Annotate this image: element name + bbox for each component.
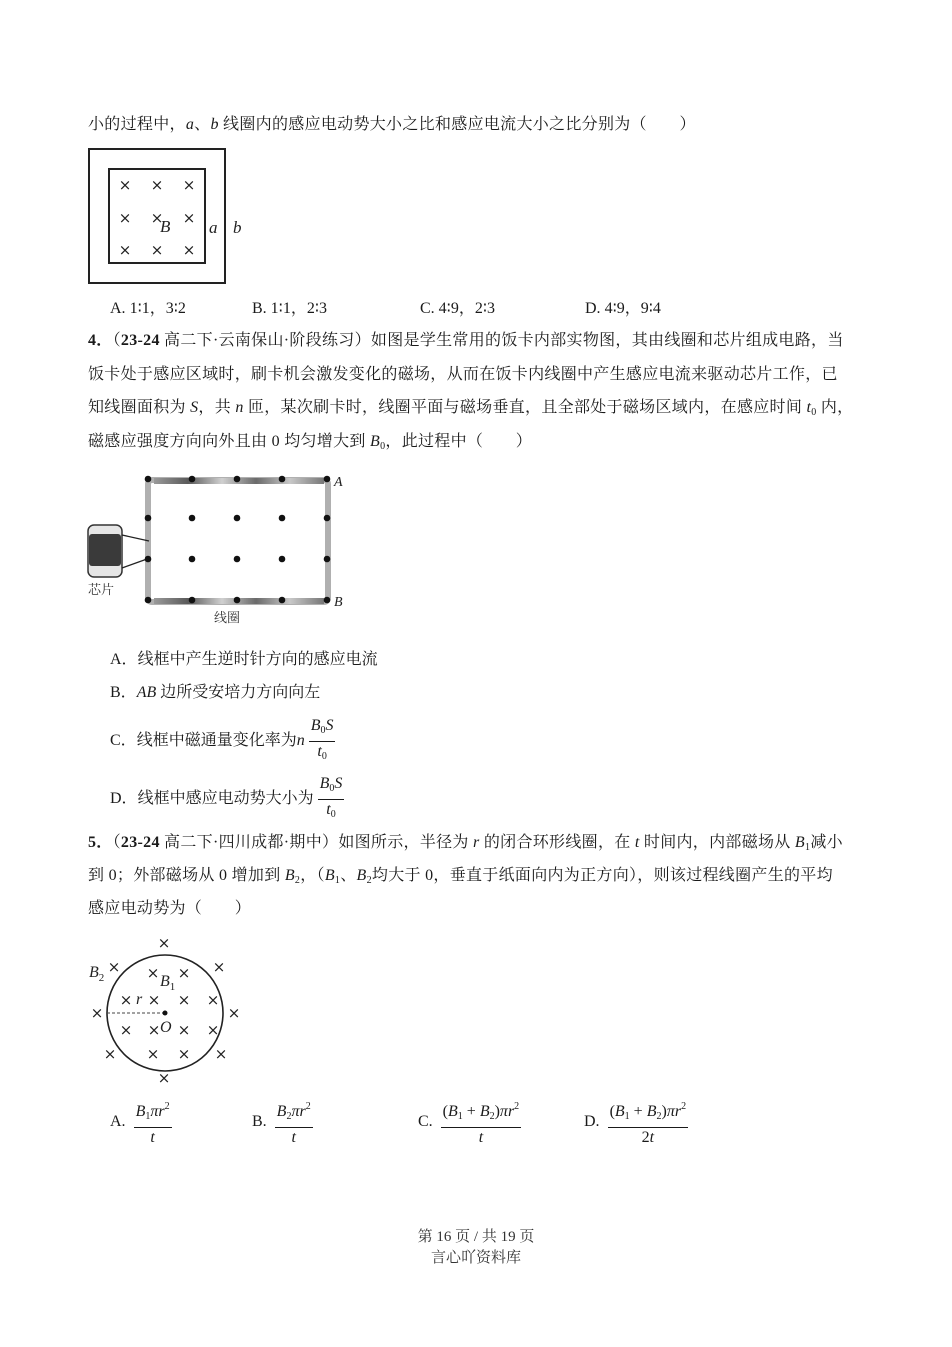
q4-stem-line-3: 知线圈面积为 S，共 n 匝，某次刷卡时，线圈平面与磁场垂直，且全部处于磁场区域内，在感应时间 $t_0$ 内， xyxy=(88,399,854,418)
svg-text:×: × xyxy=(147,1021,161,1039)
svg-text:×: × xyxy=(157,934,171,952)
svg-text:×: × xyxy=(119,1021,133,1039)
radius-label: r xyxy=(136,991,143,1008)
svg-text:×: × xyxy=(107,958,121,976)
q3-figure-nested-coils xyxy=(88,148,258,286)
svg-text:×: × xyxy=(177,991,191,1009)
svg-text:×: × xyxy=(206,991,220,1009)
svg-text:×: × xyxy=(182,209,196,227)
q3-option-d[interactable]: D. 4∶9，9∶4 xyxy=(585,300,661,317)
q4-stem-line-4: 磁感应强度方向向外且由 0 均匀增大到 $B_0$，此过程中（ ） xyxy=(88,433,533,452)
svg-text:×: × xyxy=(177,1045,191,1063)
q5-option-d[interactable]: D. $\frac{(B_1 + B_2)\pi r^2}{2t}$ xyxy=(584,1098,688,1147)
field-label-B2: $B_2$ xyxy=(89,964,105,984)
svg-text:×: × xyxy=(150,176,164,194)
q4-option-b[interactable]: B．AB 边所受安培力方向向左 xyxy=(110,684,321,701)
svg-text:×: × xyxy=(150,209,164,227)
coil-label-b: b xyxy=(233,218,242,237)
formula-fraction: $\frac{(B_1 + B_2)\pi r^2}{t}$ xyxy=(441,1098,522,1147)
svg-text:×: × xyxy=(157,1069,171,1087)
svg-text:×: × xyxy=(118,209,132,227)
svg-text:×: × xyxy=(146,964,160,982)
q4-option-c[interactable]: C．线框中磁通量变化率为n $\frac{B_0S}{t_0}$ xyxy=(110,717,335,766)
center-label: O xyxy=(160,1019,172,1036)
formula-fraction: $\frac{B_0S}{t_0}$ xyxy=(310,717,334,762)
q4-stem-line-2: 饭卡处于感应区域时，刷卡机会激发变化的磁场，从而在饭卡内线圈中产生感应电流来驱动芯片工作，已 xyxy=(88,366,838,383)
formula-fraction: $\frac{B_1\pi r^2}{t}$ xyxy=(134,1098,172,1147)
formula-fraction: $\frac{(B_1 + B_2)\pi r^2}{2t}$ xyxy=(608,1098,689,1147)
svg-text:×: × xyxy=(146,1045,160,1063)
q3-option-a[interactable]: A. 1∶1，3∶2 xyxy=(110,300,186,317)
q4-figure-meal-card-coil xyxy=(84,470,354,630)
q5-option-c[interactable]: C. $\frac{(B_1 + B_2)\pi r^2}{t}$ xyxy=(418,1098,521,1147)
library-name: 言心吖资料库 xyxy=(430,1250,521,1266)
page-number: 第 16 页 / 共 19 页 xyxy=(417,1229,535,1245)
svg-text:×: × xyxy=(118,241,132,259)
q5-stem-line-3: 感应电动势为（ ） xyxy=(88,900,252,917)
svg-text:×: × xyxy=(90,1004,104,1022)
svg-text:×: × xyxy=(177,1021,191,1039)
svg-text:×: × xyxy=(150,241,164,259)
q5-figure-circular-coil xyxy=(84,932,249,1087)
chip-label: 芯片 xyxy=(88,583,115,598)
q5-option-b[interactable]: B. $\frac{B_2\pi r^2}{t}$ xyxy=(252,1098,313,1147)
field-label-B: B xyxy=(160,217,171,236)
coil-label-a: a xyxy=(209,218,218,237)
formula-fraction: $\frac{B_2\pi r^2}{t}$ xyxy=(275,1098,313,1147)
corner-label-A: A xyxy=(334,475,343,490)
svg-text:×: × xyxy=(119,991,133,1009)
q5-option-a[interactable]: A. $\frac{B_1\pi r^2}{t}$ xyxy=(110,1098,172,1147)
q4-option-a[interactable]: A．线框中产生逆时针方向的感应电流 xyxy=(110,651,378,668)
q3-option-b[interactable]: B. 1∶1，2∶3 xyxy=(252,300,328,317)
svg-text:×: × xyxy=(147,991,161,1009)
svg-text:×: × xyxy=(182,176,196,194)
svg-text:×: × xyxy=(212,958,226,976)
svg-text:×: × xyxy=(227,1004,241,1022)
svg-text:×: × xyxy=(118,176,132,194)
svg-text:×: × xyxy=(103,1045,117,1063)
svg-text:×: × xyxy=(214,1045,228,1063)
corner-label-B: B xyxy=(334,595,343,610)
svg-text:×: × xyxy=(182,241,196,259)
svg-text:×: × xyxy=(206,1021,220,1039)
q4-option-d[interactable]: D．线框中感应电动势大小为 $\frac{B_0S}{t_0}$ xyxy=(110,775,344,824)
svg-text:×: × xyxy=(177,964,191,982)
q4-stem-line-1: 4．（23-24 高二下·云南保山·阶段练习）如图是学生常用的饭卡内部实物图，其由线圈和芯片组成电路，当 xyxy=(88,332,844,349)
q5-stem-line-2: 到 0；外部磁场从 0 增加到 $B_2$，（$B_1$、$B_2$均大于 0，垂直于纸面向内为正方向），则该过程线圈产生的平均 xyxy=(88,867,833,886)
q3-stem-tail: 小的过程中，a、b 线圈内的感应电动势大小之比和感应电流大小之比分别为（ ） xyxy=(88,116,696,133)
field-label-B1: $B_1$ xyxy=(160,973,176,993)
formula-fraction: $\frac{B_0S}{t_0}$ xyxy=(319,775,343,820)
coil-label: 线圈 xyxy=(214,611,241,626)
q3-option-c[interactable]: C. 4∶9，2∶3 xyxy=(420,300,496,317)
q5-stem-line-1: 5．（23-24 高二下·四川成都·期中）如图所示，半径为 r 的闭合环形线圈，在 t 时间内，内部磁场从 $B_1$减小 xyxy=(88,834,843,853)
